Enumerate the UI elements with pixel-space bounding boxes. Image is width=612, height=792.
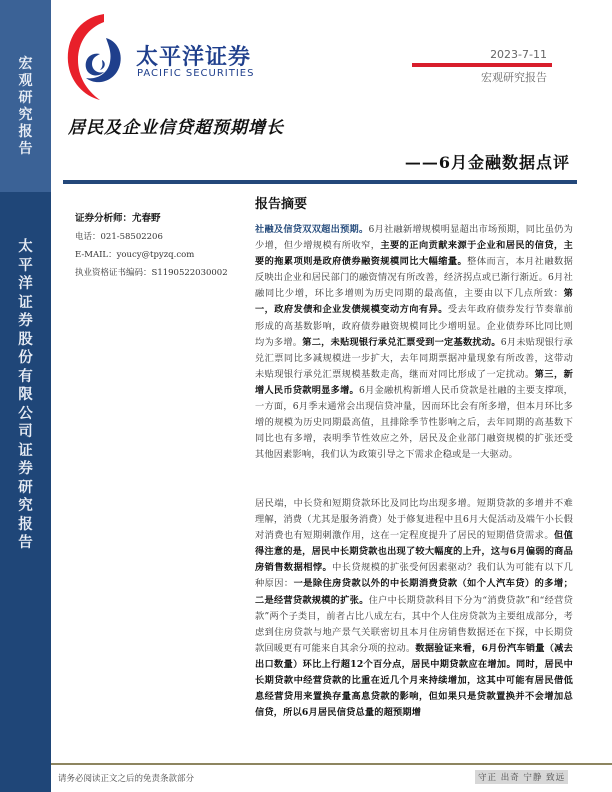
analyst-license: 执业资格证书编码：S1190522030002	[75, 268, 228, 278]
sidebar-char: 究	[18, 497, 33, 514]
sidebar-char: 平	[18, 256, 33, 274]
sidebar-char: 洋	[18, 275, 33, 292]
analyst-email[interactable]: E-MAIL：youcy@tpyzq.com	[75, 250, 195, 260]
sidebar-top-band	[0, 0, 51, 192]
sidebar-char: 券	[18, 312, 33, 329]
header-red-divider	[412, 63, 552, 67]
summary-heading: 报告摘要	[255, 197, 308, 212]
bold-run: 数据验证来看，6月份汽车销量（减去出口数量）环比上行超12个百分点，居民中期贷款应在增加。同时，居民中长期贷款中经营贷款的比重在近几个月来持续增加，这其中可能有居民借低息经营贷用来置换存量高息贷款的影响，但如果只是贷款置换并不会增加总信贷，所以6月居民信贷总量的超预期增	[255, 642, 573, 719]
text-run: 6月金融机构新增人民币贷款是社融的主要支撑项，一方面，6月季末通常会出现信贷冲量，因而环比会有所多增，但本月环比多增的规模为历史同期最高值，且排除季节性影响之后，去年同期的高基数下同比也有多增，表明季节性效应之外，居民及企业部门融资规模的扩张还受其他因素影响，我们认为政策引导之下需求企稳或是一大驱动。	[255, 384, 573, 461]
report-type: 宏观研究报告	[481, 71, 547, 84]
pacific-securities-logo-icon	[64, 10, 124, 100]
sidebar-char: 宏	[18, 56, 33, 72]
bold-run: 第一，政府发债和企业发债规模变动方向有异。	[255, 288, 573, 316]
sidebar-char: 证	[18, 293, 33, 311]
sidebar-char: 究	[18, 107, 33, 123]
text-run: 住户中长期贷款科目下分为“消费贷款”和“经营贷款”两个子类目，前者占比八成左右，其中个人住房贷款为主要组成部分，考虑到住房贷款与地产景气关联密切且本月住房销售数据还在下探，中长期贷款回暖更有可能来自其余分项的拉动。	[255, 594, 573, 654]
sidebar-char: 告	[18, 141, 33, 157]
footer-motto: 守正 出奇 宁静 致远	[475, 770, 568, 784]
lead-highlight: 社融及信贷双双超出预期。	[255, 224, 369, 235]
sidebar-char: 报	[18, 515, 33, 533]
analyst-phone: 电话：021-58502206	[75, 232, 163, 242]
analyst-name: 证券分析师：尤春野	[75, 213, 161, 224]
sidebar-char: 报	[18, 124, 33, 140]
sidebar-char: 有	[18, 367, 33, 385]
sidebar-char: 司	[18, 423, 33, 440]
bold-run: 主要的正向贡献来源于企业和居民的信贷，主要的拖累项则是政府债券融资规模同比大幅缩量。	[255, 240, 573, 268]
footer-disclaimer: 请务必阅读正文之后的免责条款部分	[58, 774, 195, 784]
sidebar-char: 份	[18, 349, 33, 366]
bold-run: 第二，未贴现银行承兑汇票受到一定基数扰动。	[302, 336, 501, 348]
sidebar-char: 股	[18, 330, 33, 348]
bold-run: 一是除住房贷款以外的中长期消费贷款（如个人汽车贷）的多增；二是经营贷款规模的扩张。	[255, 578, 573, 606]
text-run: 居民端，中长贷和短期贷款环比及同比均出现多增。短期贷款的多增并不难理解，消费（尤其是服务消费）处于修复进程中且6月大促活动及端午小长假对消费也有短期刺激作用，这在一定程度提升了居民的短期借贷需求。	[255, 498, 573, 542]
summary-paragraph-2	[255, 496, 573, 721]
sidebar-char: 研	[18, 90, 33, 106]
text-run: 受去年政府债券发行节奏靠前形成的高基数影响，政府债券融资规模同比少增明显。企业债券环比同比则均为多增。	[255, 304, 574, 348]
sidebar-char: 限	[18, 386, 33, 403]
sidebar-char: 观	[18, 73, 33, 89]
sidebar-company-label	[0, 238, 51, 553]
sidebar-char: 券	[18, 460, 33, 477]
sidebar-char: 公	[18, 404, 33, 422]
text-run: 6月未贴现银行承兑汇票同比多减规模进一步扩大，去年同期票据冲量现象有所改善，这带动未贴现银行承兑汇票规模基数走高，继而对同比形成了一定扰动。	[255, 336, 573, 380]
bold-run: 但值得注意的是，居民中长期贷款也出现了较大幅度的上升，这与6月偏弱的商品房销售数据相悖。	[255, 530, 573, 574]
brand-name-en: PACIFIC SECURITIES	[137, 68, 255, 79]
sidebar-char: 太	[18, 238, 33, 255]
title-blue-divider	[63, 180, 577, 184]
bold-run: 第三，新增人民币贷款明显多增。	[255, 368, 573, 396]
report-subtitle: ——6月金融数据点评	[404, 153, 570, 172]
report-date: 2023-7-11	[490, 48, 547, 61]
summary-paragraph-1	[255, 222, 573, 463]
sidebar-char: 证	[18, 441, 33, 459]
footer-divider	[51, 763, 612, 765]
sidebar-char: 告	[18, 534, 33, 551]
sidebar-report-type-label	[0, 56, 51, 158]
sidebar-char: 研	[18, 478, 33, 496]
text-run: 整体而言，本月社融数据反映出企业和居民部门的融资情况有所改善，经济拐点或已渐行渐近。6月社融同比少增，环比多增则为历史同期的最高值，主要由以下几点所致：	[255, 256, 573, 300]
text-run: 6月社融新增规模明显超出市场预期，同比虽仍为少增，但少增规模有所收窄，	[255, 224, 573, 252]
text-run: 中长贷规模的扩张受何因素驱动？我们认为可能有以下几种原因：	[255, 562, 573, 590]
report-title: 居民及企业信贷超预期增长	[68, 118, 284, 138]
brand-name-cn: 太平洋证券	[136, 45, 252, 70]
analyst-info	[75, 210, 228, 282]
